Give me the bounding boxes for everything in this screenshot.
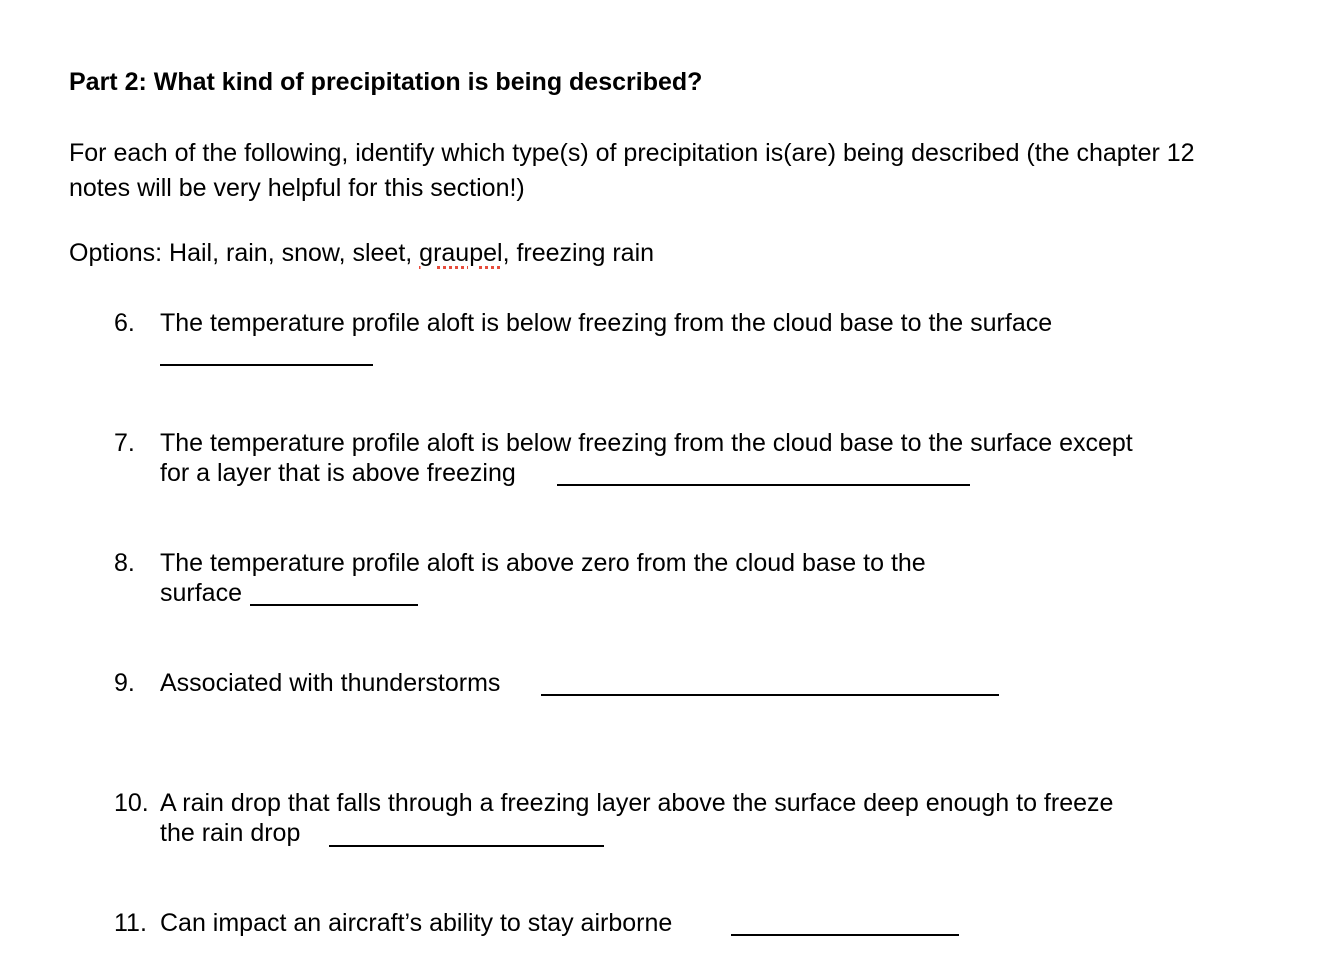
answer-blank-7[interactable] [557,484,970,486]
instructions-text: For each of the following, identify which type(s) of precipitation is(are) being described (the chapter 12 notes will be very helpful for this section!) [69,139,1195,202]
question-number: 10. [114,789,149,817]
answer-blank-8[interactable] [250,604,418,606]
answer-blank-10[interactable] [329,845,604,847]
question-text-line1: The temperature profile aloft is above zero from the cloud base to the [160,549,926,577]
question-text-line1: The temperature profile aloft is below freezing from the cloud base to the surface except [160,429,1133,457]
question-text-line2: surface [160,579,242,607]
question-text: Can impact an aircraft’s ability to stay airborne [160,909,673,937]
question-text: Associated with thunderstorms [160,669,501,697]
question-7-line2 [160,458,516,488]
question-number: 7. [114,429,135,457]
options-suffix: , freezing rain [502,239,655,267]
question-text-line2: for a layer that is above freezing [160,459,516,487]
question-text-line1: A rain drop that falls through a freezing layer above the surface deep enough to freeze [160,789,1114,817]
options-line [69,238,654,268]
options-prefix: Options: Hail, rain, snow, sleet, [69,239,420,267]
question-text: The temperature profile aloft is below freezing from the cloud base to the surface [160,309,1053,337]
answer-blank-9[interactable] [541,694,999,696]
spellcheck-flagged-word: graupel [419,239,503,267]
question-10-line2 [160,818,300,848]
question-number: 8. [114,549,135,577]
answer-blank-6[interactable] [160,364,373,366]
question-8-line2 [160,578,242,608]
question-number: 6. [114,309,135,337]
part-heading: Part 2: What kind of precipitation is being described? [69,68,703,96]
question-number: 11. [114,909,147,937]
question-number: 9. [114,669,135,697]
question-text-line2: the rain drop [160,819,301,847]
answer-blank-11[interactable] [731,934,959,936]
